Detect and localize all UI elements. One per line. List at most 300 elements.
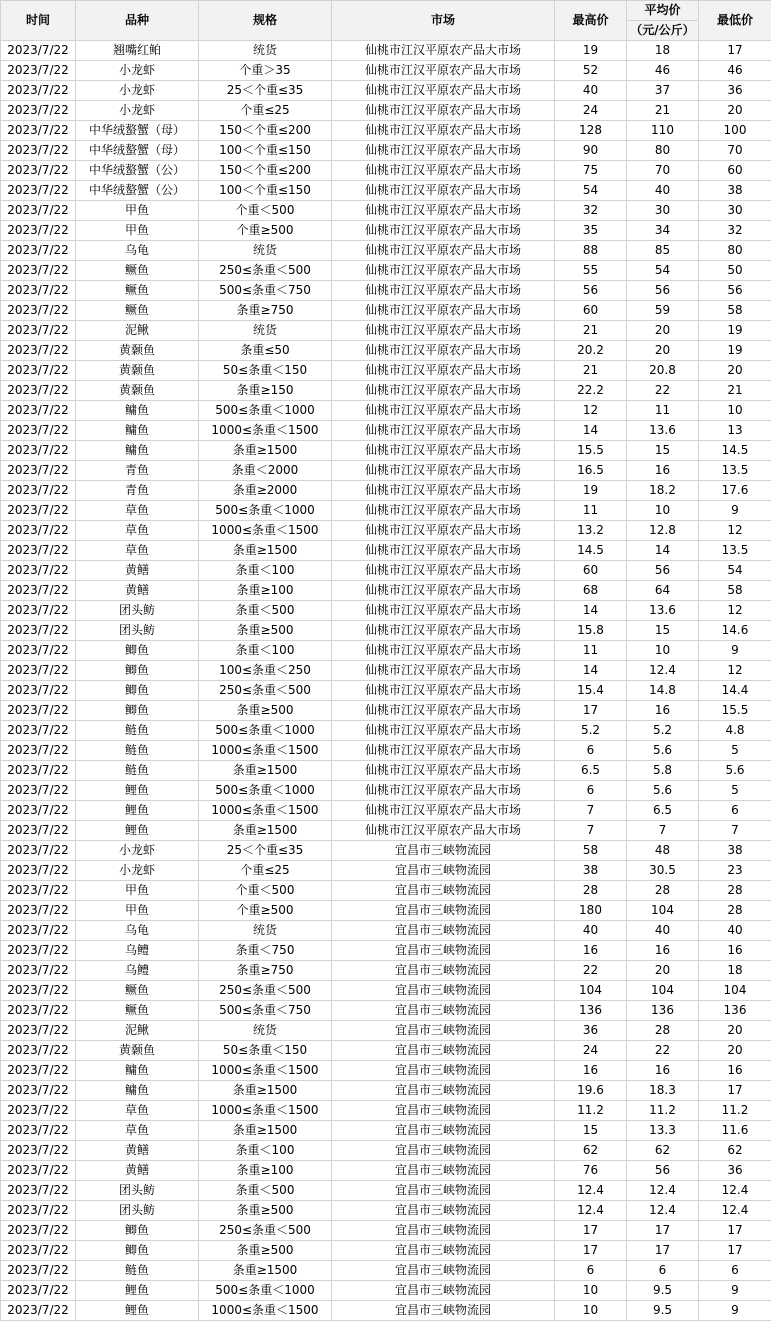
cell-variety: 鲢鱼: [76, 721, 199, 741]
cell-date: 2023/7/22: [1, 361, 76, 381]
cell-max-price: 7: [555, 801, 627, 821]
cell-variety: 小龙虾: [76, 861, 199, 881]
table-row: [1, 1241, 771, 1261]
cell-max-price: 62: [555, 1141, 627, 1161]
table-row: [1, 401, 771, 421]
cell-variety: 小龙虾: [76, 61, 199, 81]
cell-spec: 250≤条重＜500: [199, 1221, 332, 1241]
cell-variety: 鳜鱼: [76, 281, 199, 301]
table-row: [1, 521, 771, 541]
cell-market: 仙桃市江汉平原农产品大市场: [332, 341, 555, 361]
table-row: [1, 281, 771, 301]
cell-spec: 100≤条重＜250: [199, 661, 332, 681]
cell-date: 2023/7/22: [1, 721, 76, 741]
cell-avg-price: 9.5: [627, 1281, 699, 1301]
cell-min-price: 16: [699, 1061, 771, 1081]
cell-date: 2023/7/22: [1, 341, 76, 361]
cell-avg-price: 30: [627, 201, 699, 221]
cell-avg-price: 16: [627, 461, 699, 481]
cell-variety: 鲫鱼: [76, 681, 199, 701]
cell-max-price: 68: [555, 581, 627, 601]
cell-date: 2023/7/22: [1, 1181, 76, 1201]
cell-max-price: 10: [555, 1281, 627, 1301]
cell-date: 2023/7/22: [1, 181, 76, 201]
cell-avg-price: 13.6: [627, 421, 699, 441]
cell-market: 宜昌市三峡物流园: [332, 1261, 555, 1281]
cell-variety: 鳜鱼: [76, 261, 199, 281]
cell-variety: 小龙虾: [76, 81, 199, 101]
cell-avg-price: 20: [627, 321, 699, 341]
cell-market: 宜昌市三峡物流园: [332, 1121, 555, 1141]
cell-min-price: 7: [699, 821, 771, 841]
cell-avg-price: 18: [627, 41, 699, 61]
cell-max-price: 22.2: [555, 381, 627, 401]
cell-variety: 鳜鱼: [76, 981, 199, 1001]
cell-variety: 鳙鱼: [76, 1081, 199, 1101]
cell-date: 2023/7/22: [1, 1161, 76, 1181]
cell-max-price: 52: [555, 61, 627, 81]
cell-avg-price: 13.3: [627, 1121, 699, 1141]
header-min-price: 最低价: [699, 1, 771, 41]
cell-avg-price: 13.6: [627, 601, 699, 621]
cell-date: 2023/7/22: [1, 801, 76, 821]
cell-market: 仙桃市江汉平原农产品大市场: [332, 821, 555, 841]
cell-min-price: 15.5: [699, 701, 771, 721]
cell-spec: 250≤条重＜500: [199, 261, 332, 281]
cell-max-price: 20.2: [555, 341, 627, 361]
cell-avg-price: 16: [627, 941, 699, 961]
table-row: [1, 861, 771, 881]
cell-avg-price: 46: [627, 61, 699, 81]
table-row: [1, 981, 771, 1001]
cell-min-price: 12.4: [699, 1201, 771, 1221]
cell-variety: 乌鳢: [76, 961, 199, 981]
cell-market: 仙桃市江汉平原农产品大市场: [332, 381, 555, 401]
cell-min-price: 21: [699, 381, 771, 401]
table-header: [1, 1, 771, 41]
cell-avg-price: 70: [627, 161, 699, 181]
cell-date: 2023/7/22: [1, 581, 76, 601]
cell-variety: 团头鲂: [76, 601, 199, 621]
cell-date: 2023/7/22: [1, 441, 76, 461]
cell-spec: 条重＜2000: [199, 461, 332, 481]
cell-market: 仙桃市江汉平原农产品大市场: [332, 701, 555, 721]
cell-spec: 1000≤条重＜1500: [199, 1301, 332, 1321]
cell-spec: 统货: [199, 1021, 332, 1041]
cell-spec: 条重≥1500: [199, 1261, 332, 1281]
cell-spec: 个重≥500: [199, 221, 332, 241]
cell-min-price: 5: [699, 741, 771, 761]
table-row: [1, 341, 771, 361]
cell-min-price: 100: [699, 121, 771, 141]
cell-min-price: 13.5: [699, 541, 771, 561]
table-row: [1, 141, 771, 161]
cell-date: 2023/7/22: [1, 461, 76, 481]
cell-max-price: 12.4: [555, 1201, 627, 1221]
table-row: [1, 421, 771, 441]
cell-avg-price: 14: [627, 541, 699, 561]
table-row: [1, 941, 771, 961]
cell-min-price: 17: [699, 1081, 771, 1101]
cell-avg-price: 37: [627, 81, 699, 101]
cell-market: 宜昌市三峡物流园: [332, 1281, 555, 1301]
cell-market: 仙桃市江汉平原农产品大市场: [332, 321, 555, 341]
cell-min-price: 104: [699, 981, 771, 1001]
cell-max-price: 11.2: [555, 1101, 627, 1121]
cell-market: 仙桃市江汉平原农产品大市场: [332, 61, 555, 81]
cell-spec: 条重≥1500: [199, 1121, 332, 1141]
cell-avg-price: 20: [627, 961, 699, 981]
table-row: [1, 321, 771, 341]
cell-avg-price: 104: [627, 901, 699, 921]
cell-avg-price: 12.4: [627, 1201, 699, 1221]
table-row: [1, 641, 771, 661]
cell-max-price: 6: [555, 1261, 627, 1281]
cell-max-price: 19.6: [555, 1081, 627, 1101]
cell-market: 仙桃市江汉平原农产品大市场: [332, 301, 555, 321]
cell-date: 2023/7/22: [1, 41, 76, 61]
cell-spec: 150＜个重≤200: [199, 161, 332, 181]
table-row: [1, 821, 771, 841]
cell-max-price: 76: [555, 1161, 627, 1181]
cell-variety: 鲫鱼: [76, 701, 199, 721]
cell-min-price: 54: [699, 561, 771, 581]
cell-spec: 条重≥750: [199, 961, 332, 981]
cell-max-price: 6.5: [555, 761, 627, 781]
cell-spec: 1000≤条重＜1500: [199, 801, 332, 821]
cell-variety: 泥鳅: [76, 1021, 199, 1041]
cell-avg-price: 40: [627, 181, 699, 201]
cell-spec: 500≤条重＜1000: [199, 501, 332, 521]
cell-max-price: 15.4: [555, 681, 627, 701]
cell-variety: 中华绒螯蟹（母）: [76, 141, 199, 161]
cell-spec: 条重≥500: [199, 701, 332, 721]
cell-spec: 1000≤条重＜1500: [199, 741, 332, 761]
cell-variety: 甲鱼: [76, 881, 199, 901]
cell-market: 仙桃市江汉平原农产品大市场: [332, 161, 555, 181]
cell-variety: 鲢鱼: [76, 761, 199, 781]
cell-max-price: 10: [555, 1301, 627, 1321]
cell-date: 2023/7/22: [1, 741, 76, 761]
cell-max-price: 21: [555, 321, 627, 341]
cell-spec: 条重＜500: [199, 1181, 332, 1201]
cell-avg-price: 16: [627, 1061, 699, 1081]
cell-max-price: 32: [555, 201, 627, 221]
cell-min-price: 28: [699, 881, 771, 901]
cell-date: 2023/7/22: [1, 281, 76, 301]
cell-date: 2023/7/22: [1, 501, 76, 521]
cell-variety: 鲤鱼: [76, 821, 199, 841]
cell-market: 宜昌市三峡物流园: [332, 1061, 555, 1081]
cell-avg-price: 30.5: [627, 861, 699, 881]
cell-min-price: 17: [699, 41, 771, 61]
cell-max-price: 136: [555, 1001, 627, 1021]
cell-min-price: 12.4: [699, 1181, 771, 1201]
cell-date: 2023/7/22: [1, 481, 76, 501]
cell-min-price: 6: [699, 801, 771, 821]
cell-max-price: 6: [555, 741, 627, 761]
cell-date: 2023/7/22: [1, 1101, 76, 1121]
cell-spec: 500≤条重＜750: [199, 1001, 332, 1021]
table-row: [1, 841, 771, 861]
table-row: [1, 681, 771, 701]
cell-market: 仙桃市江汉平原农产品大市场: [332, 601, 555, 621]
cell-max-price: 54: [555, 181, 627, 201]
cell-market: 仙桃市江汉平原农产品大市场: [332, 41, 555, 61]
cell-min-price: 5: [699, 781, 771, 801]
cell-max-price: 22: [555, 961, 627, 981]
cell-spec: 统货: [199, 921, 332, 941]
cell-date: 2023/7/22: [1, 561, 76, 581]
cell-max-price: 14: [555, 661, 627, 681]
cell-variety: 鲫鱼: [76, 641, 199, 661]
cell-market: 宜昌市三峡物流园: [332, 1141, 555, 1161]
cell-date: 2023/7/22: [1, 121, 76, 141]
cell-variety: 鲫鱼: [76, 1221, 199, 1241]
cell-avg-price: 56: [627, 281, 699, 301]
cell-min-price: 14.6: [699, 621, 771, 641]
cell-spec: 100＜个重≤150: [199, 181, 332, 201]
cell-min-price: 9: [699, 1281, 771, 1301]
cell-min-price: 28: [699, 901, 771, 921]
table-row: [1, 221, 771, 241]
cell-min-price: 19: [699, 321, 771, 341]
cell-spec: 条重≥500: [199, 1201, 332, 1221]
table-row: [1, 1081, 771, 1101]
cell-min-price: 38: [699, 841, 771, 861]
cell-max-price: 6: [555, 781, 627, 801]
cell-min-price: 5.6: [699, 761, 771, 781]
table-row: [1, 561, 771, 581]
cell-variety: 乌龟: [76, 921, 199, 941]
cell-market: 仙桃市江汉平原农产品大市场: [332, 621, 555, 641]
cell-spec: 条重＜100: [199, 1141, 332, 1161]
cell-spec: 个重＞35: [199, 61, 332, 81]
table-row: [1, 881, 771, 901]
cell-date: 2023/7/22: [1, 541, 76, 561]
cell-min-price: 17: [699, 1241, 771, 1261]
cell-avg-price: 64: [627, 581, 699, 601]
cell-max-price: 60: [555, 301, 627, 321]
cell-min-price: 32: [699, 221, 771, 241]
cell-min-price: 16: [699, 941, 771, 961]
cell-variety: 黄鳝: [76, 1161, 199, 1181]
cell-min-price: 30: [699, 201, 771, 221]
cell-market: 仙桃市江汉平原农产品大市场: [332, 781, 555, 801]
cell-market: 宜昌市三峡物流园: [332, 1161, 555, 1181]
cell-market: 仙桃市江汉平原农产品大市场: [332, 461, 555, 481]
cell-max-price: 75: [555, 161, 627, 181]
cell-market: 仙桃市江汉平原农产品大市场: [332, 641, 555, 661]
cell-min-price: 18: [699, 961, 771, 981]
cell-max-price: 60: [555, 561, 627, 581]
table-row: [1, 701, 771, 721]
cell-date: 2023/7/22: [1, 201, 76, 221]
cell-max-price: 14.5: [555, 541, 627, 561]
table-row: [1, 1141, 771, 1161]
cell-variety: 泥鳅: [76, 321, 199, 341]
cell-avg-price: 56: [627, 1161, 699, 1181]
header-date: 时间: [1, 1, 76, 41]
cell-spec: 条重≥750: [199, 301, 332, 321]
cell-spec: 25＜个重≤35: [199, 841, 332, 861]
cell-date: 2023/7/22: [1, 421, 76, 441]
cell-date: 2023/7/22: [1, 1061, 76, 1081]
cell-market: 仙桃市江汉平原农产品大市场: [332, 681, 555, 701]
cell-date: 2023/7/22: [1, 1121, 76, 1141]
cell-avg-price: 6: [627, 1261, 699, 1281]
cell-variety: 鳙鱼: [76, 401, 199, 421]
cell-date: 2023/7/22: [1, 681, 76, 701]
cell-avg-price: 28: [627, 1021, 699, 1041]
cell-date: 2023/7/22: [1, 1221, 76, 1241]
cell-spec: 500≤条重＜750: [199, 281, 332, 301]
cell-variety: 乌龟: [76, 241, 199, 261]
table-row: [1, 181, 771, 201]
table-row: [1, 381, 771, 401]
cell-variety: 黄颡鱼: [76, 361, 199, 381]
cell-avg-price: 10: [627, 641, 699, 661]
cell-avg-price: 21: [627, 101, 699, 121]
cell-max-price: 13.2: [555, 521, 627, 541]
cell-max-price: 16: [555, 941, 627, 961]
cell-variety: 甲鱼: [76, 221, 199, 241]
cell-market: 仙桃市江汉平原农产品大市场: [332, 281, 555, 301]
cell-max-price: 15: [555, 1121, 627, 1141]
cell-date: 2023/7/22: [1, 1201, 76, 1221]
cell-avg-price: 6.5: [627, 801, 699, 821]
cell-date: 2023/7/22: [1, 1301, 76, 1321]
cell-max-price: 14: [555, 421, 627, 441]
cell-market: 仙桃市江汉平原农产品大市场: [332, 421, 555, 441]
cell-spec: 25＜个重≤35: [199, 81, 332, 101]
cell-spec: 条重≥1500: [199, 541, 332, 561]
cell-avg-price: 62: [627, 1141, 699, 1161]
cell-max-price: 38: [555, 861, 627, 881]
cell-avg-price: 18.2: [627, 481, 699, 501]
cell-variety: 黄颡鱼: [76, 341, 199, 361]
cell-avg-price: 34: [627, 221, 699, 241]
cell-date: 2023/7/22: [1, 1261, 76, 1281]
cell-market: 宜昌市三峡物流园: [332, 981, 555, 1001]
cell-min-price: 58: [699, 581, 771, 601]
cell-variety: 鳙鱼: [76, 441, 199, 461]
table-row: [1, 241, 771, 261]
cell-max-price: 16: [555, 1061, 627, 1081]
cell-min-price: 70: [699, 141, 771, 161]
cell-spec: 250≤条重＜500: [199, 681, 332, 701]
cell-max-price: 180: [555, 901, 627, 921]
cell-min-price: 20: [699, 1041, 771, 1061]
table-row: [1, 1021, 771, 1041]
cell-date: 2023/7/22: [1, 1141, 76, 1161]
cell-min-price: 136: [699, 1001, 771, 1021]
cell-market: 仙桃市江汉平原农产品大市场: [332, 201, 555, 221]
cell-date: 2023/7/22: [1, 301, 76, 321]
cell-variety: 团头鲂: [76, 621, 199, 641]
cell-variety: 小龙虾: [76, 841, 199, 861]
cell-max-price: 19: [555, 41, 627, 61]
cell-variety: 草鱼: [76, 541, 199, 561]
cell-max-price: 16.5: [555, 461, 627, 481]
cell-spec: 1000≤条重＜1500: [199, 421, 332, 441]
cell-min-price: 56: [699, 281, 771, 301]
cell-min-price: 14.4: [699, 681, 771, 701]
cell-variety: 鳙鱼: [76, 1061, 199, 1081]
cell-market: 仙桃市江汉平原农产品大市场: [332, 181, 555, 201]
cell-variety: 鲤鱼: [76, 781, 199, 801]
cell-min-price: 50: [699, 261, 771, 281]
table-row: [1, 461, 771, 481]
cell-variety: 鲤鱼: [76, 801, 199, 821]
table-row: [1, 1041, 771, 1061]
cell-avg-price: 14.8: [627, 681, 699, 701]
cell-variety: 鳜鱼: [76, 301, 199, 321]
cell-min-price: 9: [699, 1301, 771, 1321]
cell-spec: 50≤条重＜150: [199, 361, 332, 381]
cell-variety: 草鱼: [76, 1121, 199, 1141]
cell-min-price: 62: [699, 1141, 771, 1161]
cell-market: 仙桃市江汉平原农产品大市场: [332, 801, 555, 821]
cell-max-price: 15.5: [555, 441, 627, 461]
cell-spec: 个重≤25: [199, 101, 332, 121]
table-row: [1, 301, 771, 321]
cell-avg-price: 5.2: [627, 721, 699, 741]
table-row: [1, 261, 771, 281]
table-row: [1, 581, 771, 601]
cell-min-price: 60: [699, 161, 771, 181]
cell-date: 2023/7/22: [1, 861, 76, 881]
cell-variety: 鳙鱼: [76, 421, 199, 441]
table-row: [1, 1181, 771, 1201]
cell-market: 宜昌市三峡物流园: [332, 1181, 555, 1201]
table-body: [1, 41, 771, 1321]
cell-date: 2023/7/22: [1, 521, 76, 541]
cell-date: 2023/7/22: [1, 961, 76, 981]
cell-spec: 个重＜500: [199, 201, 332, 221]
cell-market: 仙桃市江汉平原农产品大市场: [332, 221, 555, 241]
cell-avg-price: 5.8: [627, 761, 699, 781]
cell-min-price: 38: [699, 181, 771, 201]
cell-variety: 翘嘴红鲌: [76, 41, 199, 61]
table-row: [1, 161, 771, 181]
cell-max-price: 40: [555, 921, 627, 941]
cell-date: 2023/7/22: [1, 401, 76, 421]
cell-variety: 鲢鱼: [76, 741, 199, 761]
table-row: [1, 1121, 771, 1141]
cell-variety: 黄颡鱼: [76, 381, 199, 401]
cell-date: 2023/7/22: [1, 1001, 76, 1021]
cell-variety: 鲫鱼: [76, 1241, 199, 1261]
cell-avg-price: 15: [627, 621, 699, 641]
cell-spec: 条重≥100: [199, 1161, 332, 1181]
cell-min-price: 20: [699, 101, 771, 121]
cell-max-price: 36: [555, 1021, 627, 1041]
cell-spec: 500≤条重＜1000: [199, 401, 332, 421]
cell-date: 2023/7/22: [1, 221, 76, 241]
cell-market: 仙桃市江汉平原农产品大市场: [332, 521, 555, 541]
cell-variety: 小龙虾: [76, 101, 199, 121]
cell-max-price: 88: [555, 241, 627, 261]
cell-avg-price: 12.4: [627, 1181, 699, 1201]
cell-variety: 乌鳢: [76, 941, 199, 961]
cell-spec: 条重≥2000: [199, 481, 332, 501]
cell-market: 宜昌市三峡物流园: [332, 1021, 555, 1041]
cell-market: 宜昌市三峡物流园: [332, 921, 555, 941]
cell-spec: 500≤条重＜1000: [199, 781, 332, 801]
cell-variety: 黄鳝: [76, 581, 199, 601]
cell-spec: 条重＜500: [199, 601, 332, 621]
